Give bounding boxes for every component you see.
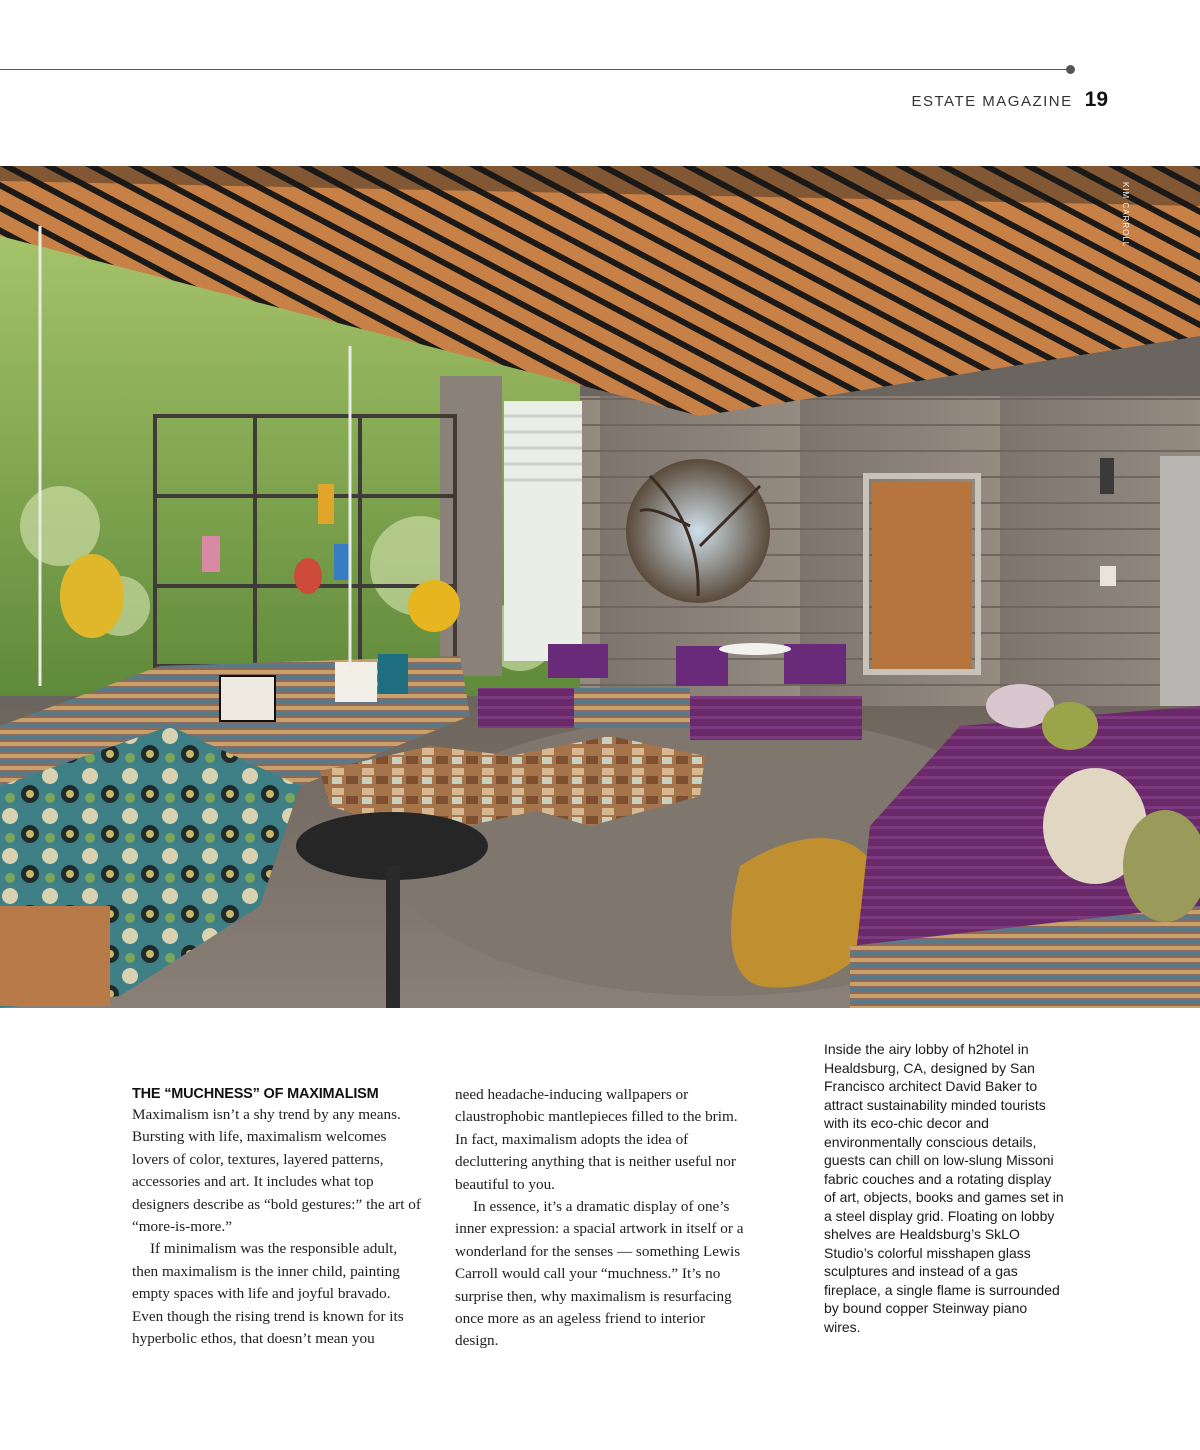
lobby-illustration — [0, 166, 1200, 1008]
article-column-1 — [132, 1084, 424, 1350]
article-headline: THE “MUCHNESS” OF MAXIMALISM — [132, 1086, 379, 1102]
publication-name: ESTATE MAGAZINE — [911, 93, 1073, 110]
header-rule — [0, 69, 1068, 70]
folio — [912, 88, 1109, 112]
photo-caption: Inside the airy lobby of h2hotel in Healdsburg, CA, designed by San Francisco architect David Baker to attract sustainability minded tourists with its eco-chic decor and environmentally conscious details, guests can chill on low-slung Missoni fabric couches and a rotating display of art, objects, books and games set in a steel display grid. Floating on lobby shelves are Healdsburg’s SkLO Studio’s colorful misshapen glass sculptures and instead of a gas fireplace, a single flame is surrounded by bound copper Steinway piano wires. — [824, 1041, 1064, 1335]
page-number: 19 — [1084, 88, 1108, 111]
article-column-2 — [455, 1084, 747, 1353]
article-paragraph-3: need headache-inducing wallpapers or claustrophobic mantlepieces filled to the brim. In fact, maximalism adopts the idea of decluttering anything that is neither useful nor beautiful to you. — [455, 1086, 738, 1193]
photo-credit: KIM CARROLL — [1121, 182, 1130, 248]
header-rule-dot — [1066, 65, 1075, 74]
lobby-photo — [0, 166, 1200, 1008]
article-paragraph-2: If minimalism was the responsible adult, then maximalism is the inner child, painting empty spaces with life and joyful bravado. Even though the rising trend is known for its hyperbolic ethos, that doesn’t mean you — [132, 1240, 404, 1348]
article-paragraph-4: In essence, it’s a dramatic display of one’s inner expression: a spacial artwork in itself or a wonderland for the senses — something Lewis Carroll would call your “muchness.” It’s no surprise then, why maximalism is resurfacing once more as an ageless friend to interior design. — [455, 1198, 744, 1350]
article-paragraph-1: Maximalism isn’t a shy trend by any means. Bursting with life, maximalism welcomes lovers of color, textures, layered patterns, accessories and art. It includes what top designers describe as “bold gestures:” the art of “more-is-more.” — [132, 1106, 421, 1236]
